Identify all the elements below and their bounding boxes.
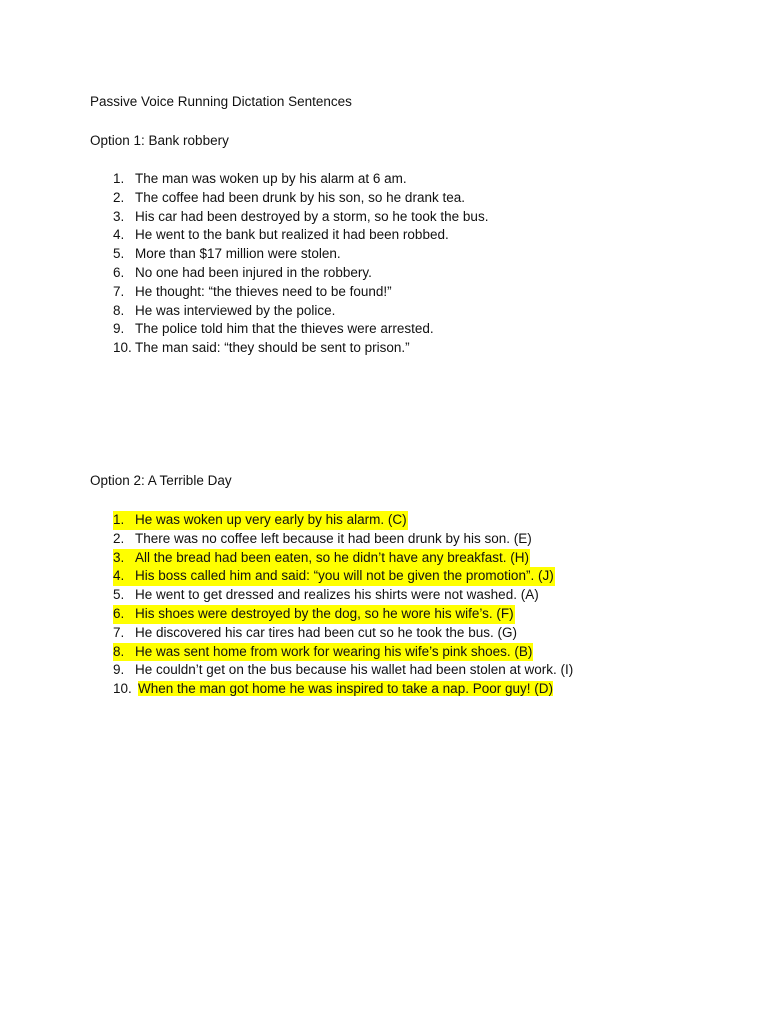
list-item <box>113 226 489 245</box>
item-number: 10. <box>113 340 132 356</box>
item-number: 7. <box>113 283 125 299</box>
list-item <box>113 320 489 339</box>
list-item <box>113 245 489 264</box>
item-number: 4. <box>113 568 125 584</box>
list-item <box>113 661 574 680</box>
item-text: He couldn’t get on the bus because his wallet had been stolen at work. (I) <box>135 662 574 678</box>
item-number: 7. <box>113 624 125 640</box>
item-text: No one had been injured in the robbery. <box>135 264 372 280</box>
item-text: There was no coffee left because it had been drunk by his son. (E) <box>135 530 532 546</box>
item-number: 9. <box>113 321 125 337</box>
item-text: More than $17 million were stolen. <box>135 246 341 262</box>
item-number: 1. <box>113 512 125 527</box>
item-text: His car had been destroyed by a storm, so he took the bus. <box>135 208 489 224</box>
item-text: He was interviewed by the police. <box>135 302 336 318</box>
item-text: His shoes were destroyed by the dog, so he wore his wife’s. (F) <box>135 605 514 621</box>
highlighted-row <box>113 549 530 568</box>
list-item <box>113 302 489 321</box>
item-number: 5. <box>113 587 125 603</box>
item-number: 3. <box>113 208 125 224</box>
item-text: The man was woken up by his alarm at 6 am. <box>135 171 407 186</box>
item-number: 2. <box>113 530 125 546</box>
list-item <box>113 264 489 283</box>
item-text: The man said: “they should be sent to prison.” <box>135 340 410 356</box>
item-text-highlighted: When the man got home he was inspired to take a nap. Poor guy! (D) <box>138 681 553 697</box>
item-text: He went to get dressed and realizes his shirts were not washed. (A) <box>135 587 539 603</box>
item-number: 10. <box>113 681 132 697</box>
item-number: 3. <box>113 549 125 565</box>
highlighted-row <box>113 511 408 530</box>
list-item <box>113 567 574 586</box>
item-text: All the bread had been eaten, so he didn’t have any breakfast. (H) <box>135 549 530 565</box>
item-text: The police told him that the thieves were arrested. <box>135 321 434 337</box>
item-number: 2. <box>113 189 125 205</box>
list-item <box>113 605 574 624</box>
highlighted-row <box>113 567 555 586</box>
option1-heading: Option 1: Bank robbery <box>90 133 229 148</box>
option2-heading: Option 2: A Terrible Day <box>90 473 232 488</box>
list-item <box>113 549 574 568</box>
item-text: He was woken up very early by his alarm. (C) <box>135 512 407 527</box>
item-text: The coffee had been drunk by his son, so he drank tea. <box>135 189 465 205</box>
list-item <box>113 624 574 643</box>
option1-list <box>113 170 489 358</box>
item-text: He went to the bank but realized it had been robbed. <box>135 227 449 243</box>
list-item <box>113 586 574 605</box>
item-number: 9. <box>113 662 125 678</box>
list-item <box>113 680 574 699</box>
item-number: 1. <box>113 171 125 186</box>
list-item <box>113 339 489 358</box>
item-number: 5. <box>113 246 125 262</box>
item-number: 6. <box>113 264 125 280</box>
document-title: Passive Voice Running Dictation Sentences <box>90 94 352 109</box>
item-number: 4. <box>113 227 125 243</box>
item-text: He discovered his car tires had been cut so he took the bus. (G) <box>135 624 517 640</box>
list-item <box>113 643 574 662</box>
item-text: His boss called him and said: “you will not be given the promotion”. (J) <box>135 568 554 584</box>
option2-list <box>113 511 574 699</box>
list-item <box>113 283 489 302</box>
item-number: 8. <box>113 643 125 659</box>
item-number: 6. <box>113 605 125 621</box>
item-number: 8. <box>113 302 125 318</box>
list-item <box>113 170 489 189</box>
list-item <box>113 189 489 208</box>
list-item <box>113 530 574 549</box>
list-item <box>113 208 489 227</box>
item-text: He thought: “the thieves need to be found!” <box>135 283 392 299</box>
highlighted-row <box>113 605 515 624</box>
item-text: He was sent home from work for wearing his wife’s pink shoes. (B) <box>135 643 533 659</box>
highlighted-row <box>113 643 533 662</box>
list-item <box>113 511 574 530</box>
